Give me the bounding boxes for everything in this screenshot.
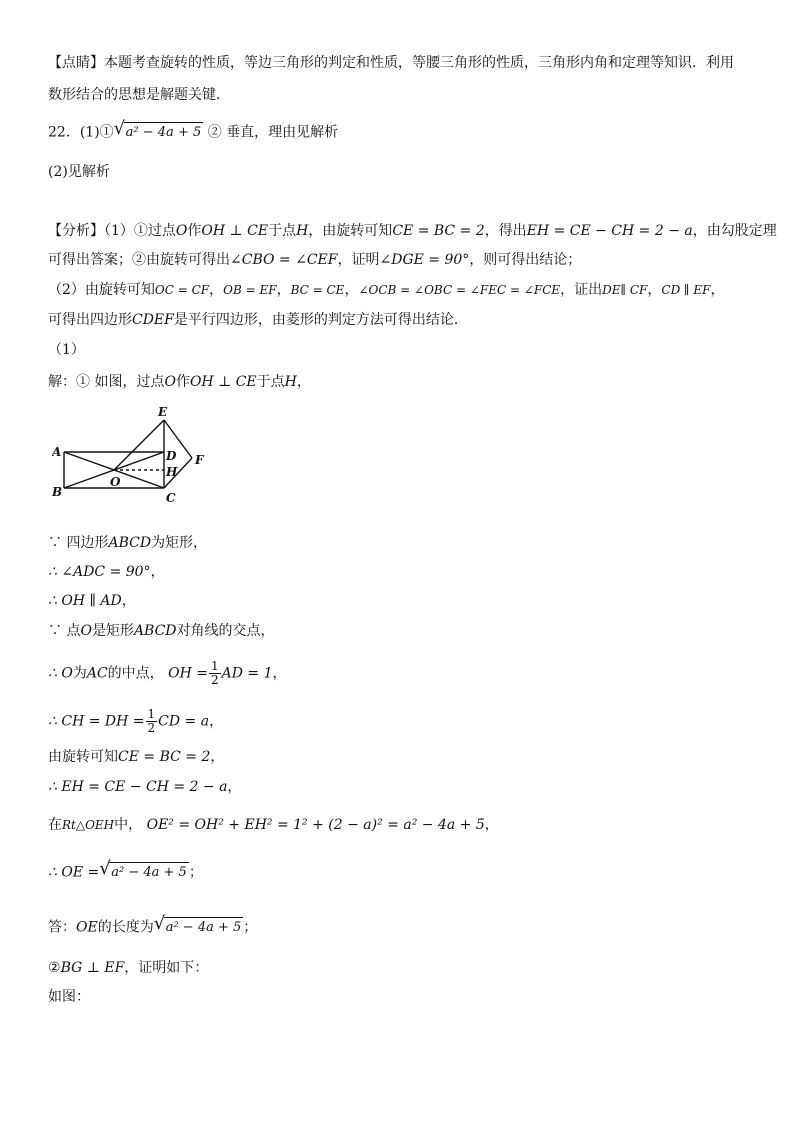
- solution-part-label: [48, 340, 85, 360]
- analysis-text: ，证明: [337, 252, 380, 268]
- analysis-line-2: [48, 250, 581, 270]
- commentary-line-1: [48, 53, 734, 73]
- math-point: O: [164, 374, 176, 390]
- analysis-text: 作: [187, 223, 202, 239]
- fraction-numerator: 1: [211, 659, 219, 673]
- separator: ，: [344, 282, 359, 298]
- math-expression: ∠OCB = ∠OBC = ∠FEC = ∠FCE: [358, 283, 561, 297]
- figure-label-H: H: [166, 465, 178, 479]
- commentary-text-2: 数形结合的思想是解题关键．: [48, 87, 230, 103]
- step-11: [48, 913, 258, 938]
- step-5: [48, 660, 287, 687]
- answer-radicand: a² − 4a + 5: [124, 122, 204, 143]
- solution-text: ②: [48, 960, 61, 976]
- solution-text: 在: [48, 817, 62, 833]
- math-expression: ∴ OH ∥ AD: [48, 593, 122, 609]
- solution-text: 由旋转可知: [48, 749, 118, 765]
- step-9: [48, 815, 499, 835]
- figure-label-C: C: [166, 491, 176, 505]
- math-point: OE: [76, 919, 98, 936]
- radicand: a² − 4a + 5: [164, 917, 244, 938]
- math-expression: CE = BC = 2: [118, 749, 211, 765]
- analysis-text: ，由勾股定理: [692, 223, 777, 239]
- math-expression: ∴ ∠ADC = 90°: [48, 564, 151, 580]
- solution-text: 作: [175, 374, 190, 390]
- math-expression: BC = CE: [290, 283, 345, 297]
- separator: ；: [243, 919, 258, 936]
- math-expression: BG ⊥ EF: [60, 960, 125, 976]
- math-expression: OH =: [168, 665, 208, 682]
- part-label: （1）: [48, 342, 85, 358]
- math-point: H: [296, 223, 309, 239]
- solution-text: 为: [72, 665, 87, 682]
- figure-label-O: O: [110, 475, 121, 489]
- math-point: AC: [86, 665, 108, 682]
- segment-EO: [114, 420, 164, 470]
- analysis-text: 于点: [268, 223, 297, 239]
- separator: ，: [209, 282, 224, 298]
- analysis-text: 可得出四边形: [48, 312, 132, 328]
- math-expression: Rt△OEH: [62, 818, 115, 832]
- solution-text: 为矩形，: [151, 535, 208, 551]
- solution-text: ∵ 点: [48, 623, 81, 639]
- separator: ，: [227, 779, 242, 795]
- math-expression: DE∥ CF: [602, 283, 648, 297]
- math-expression: ∴ EH = CE − CH = 2 − a: [48, 779, 228, 795]
- analysis-line-4: [48, 310, 468, 330]
- math-expression: CD ∥ EF: [661, 283, 711, 297]
- step-8: [48, 777, 241, 797]
- figure-label-B: B: [52, 485, 63, 499]
- math-point: O: [80, 623, 92, 639]
- analysis-text: ，证出: [560, 282, 603, 298]
- separator: ，: [484, 817, 499, 833]
- part1-suffix: ② 垂直，理由见解析: [207, 124, 339, 141]
- answer-sqrt: [113, 118, 204, 143]
- math-expression: CD = a: [158, 713, 210, 730]
- figure-label-D: D: [166, 449, 177, 463]
- solution-text: 答：: [48, 919, 76, 936]
- part1-prefix: (1)①: [79, 124, 114, 141]
- math-expression: OB = EF: [223, 283, 277, 297]
- sqrt-sign-icon: √: [153, 913, 166, 934]
- sqrt-sign-icon: √: [99, 858, 111, 879]
- separator: ，: [121, 593, 136, 609]
- step-1: [48, 533, 207, 553]
- separator: ，: [276, 282, 291, 298]
- analysis-line-1: [48, 221, 777, 241]
- solution-text: 的长度为: [97, 919, 154, 936]
- solution-text: 于点: [256, 374, 285, 390]
- math-point: ABCD: [108, 535, 152, 551]
- fraction-denominator: 2: [211, 673, 219, 687]
- solution-text: 中，: [114, 817, 143, 833]
- solution-text: 的中点，: [107, 665, 164, 682]
- math-expression: AD = 1: [221, 665, 273, 682]
- commentary-line-2: [48, 85, 230, 105]
- math-point: CDEF: [132, 312, 174, 328]
- separator: ，: [272, 665, 287, 682]
- oe-sqrt: [99, 858, 189, 883]
- math-point: ABCD: [133, 623, 177, 639]
- separator: ，: [209, 713, 224, 730]
- fraction-one-half: [146, 708, 158, 735]
- solution-intro: [48, 372, 311, 392]
- solution-text: ，: [296, 374, 311, 390]
- solution-text: ∵ 四边形: [48, 535, 109, 551]
- analysis-line-3: [48, 280, 724, 300]
- math-expression: CE = BC = 2: [392, 223, 485, 239]
- math-expression: OH ⊥ CE: [189, 374, 257, 390]
- q22-answer-line: [48, 118, 339, 143]
- sqrt-sign-icon: √: [113, 118, 126, 139]
- solution-text: 是矩形: [91, 623, 134, 639]
- math-expression: ∠CBO = ∠CEF: [230, 252, 338, 268]
- step-6: [48, 708, 223, 735]
- geometry-figure: [52, 402, 212, 510]
- math-point: H: [284, 374, 297, 390]
- analysis-text: ，由旋转可知: [308, 223, 393, 239]
- step-7: [48, 747, 224, 767]
- separator: ，: [150, 564, 165, 580]
- figure-label-F: F: [195, 453, 204, 467]
- fraction-numerator: 1: [147, 707, 156, 721]
- step-2: [48, 562, 165, 582]
- math-expression: EH = CE − CH = 2 − a: [526, 223, 693, 239]
- solution-text: 如图：: [48, 989, 90, 1005]
- math-expression: ∴ OE =: [48, 864, 100, 881]
- step-3: [48, 591, 136, 611]
- step-10: [48, 858, 203, 883]
- question-number: 22．: [48, 124, 80, 141]
- radicand: a² − 4a + 5: [109, 862, 189, 883]
- math-expression: ∴ CH = DH =: [48, 713, 145, 730]
- math-expression: OC = CF: [154, 283, 210, 297]
- math-expression: ∠DGE = 90°: [379, 252, 470, 268]
- commentary-text-1: 【点睛】本题考查旋转的性质，等边三角形的判定和性质，等腰三角形的性质，三角形内角和定理等知识．利用: [48, 55, 734, 71]
- step-13: [48, 987, 90, 1007]
- analysis-text: ，得出: [484, 223, 527, 239]
- q22-part2: [48, 162, 110, 182]
- analysis-text: （2）由旋转可知: [48, 282, 155, 298]
- fraction-one-half: [209, 660, 221, 687]
- separator: ，: [710, 282, 725, 298]
- math-expression: OH ⊥ CE: [201, 223, 269, 239]
- separator: ；: [188, 864, 203, 881]
- separator: ，: [210, 749, 225, 765]
- separator: ，: [647, 282, 662, 298]
- step-4: [48, 621, 275, 641]
- solution-text: 对角线的交点，: [176, 623, 275, 639]
- analysis-text: ，则可得出结论；: [469, 252, 582, 268]
- part2-text: (2)见解析: [48, 164, 110, 180]
- analysis-text: 【分析】（1）①过点: [48, 223, 176, 239]
- analysis-text: 可得出答案；②由旋转可得出: [48, 252, 230, 268]
- analysis-text: 是平行四边形，由菱形的判定方法可得出结论．: [173, 312, 468, 328]
- math-expression: ∴ O: [48, 665, 73, 682]
- figure-label-A: A: [52, 445, 62, 459]
- step-12: [48, 958, 208, 978]
- solution-text: 解：① 如图，过点: [48, 374, 165, 390]
- fraction-denominator: 2: [147, 721, 156, 735]
- answer-length-sqrt: [153, 913, 244, 938]
- solution-text: ，证明如下：: [124, 960, 209, 976]
- math-expression: OE² = OH² + EH² = 1² + (2 − a)² = a² − 4a + 5: [146, 817, 485, 833]
- math-point: O: [175, 223, 188, 239]
- figure-label-E: E: [158, 405, 168, 419]
